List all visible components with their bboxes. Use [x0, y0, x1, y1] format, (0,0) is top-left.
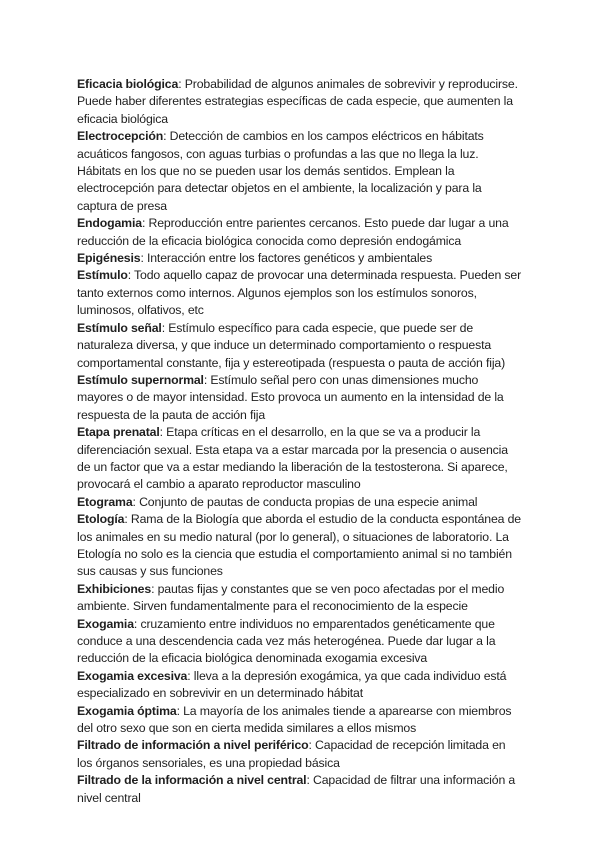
glossary-definition: : Probabilidad de algunos animales de sobrevivir y reproducirse. Puede haber diferentes estrategias específicas de cada especie, que aumenten la eficacia biológica	[77, 77, 518, 126]
glossary-definition: : Detección de cambios en los campos eléctricos en hábitats acuáticos fangosos, con aguas turbias o profundas a las que no llega la luz. Hábitats en los que no se pueden usar los demás sentidos. Emplean la electrocepción para detectar objetos en el ambiente, la localización y para la captura de presa	[77, 129, 484, 213]
glossary-entry	[77, 424, 523, 494]
glossary-definition: : pautas fijas y constantes que se ven poco afectadas por el medio ambiente. Sirven fundamentalmente para el reconocimiento de la especie	[77, 581, 505, 614]
glossary-entry	[77, 616, 523, 668]
glossary-definition: : Capacidad de filtrar una información a nivel central	[77, 773, 516, 805]
glossary-term: Etología	[77, 512, 125, 527]
glossary-entry	[77, 703, 523, 738]
glossary-definition: : Estímulo señal pero con unas dimensiones mucho mayores o de mayor intensidad. Esto provoca un aumento en la intensidad de la respuesta de la pauta de acción fija	[77, 372, 504, 422]
glossary-term: Estímulo señal	[77, 320, 162, 335]
glossary-text	[77, 76, 523, 807]
glossary-term: Filtrado de información a nivel periférico	[77, 738, 309, 753]
glossary-term: Eficacia biológica	[77, 77, 179, 91]
glossary-definition: : cruzamiento entre individuos no emparentados genéticamente que conduce a una descendencia cada vez más heterogénea. Puede dar lugar a la reducción de la eficacia biológica denominada exogamia excesiva	[77, 616, 496, 666]
glossary-entry	[77, 494, 523, 511]
glossary-definition: : Estímulo específico para cada especie, que puede ser de naturaleza diversa, y que induce un determinado comportamiento o respuesta comportamental constante, fija y estereotipada (respuesta o pauta de acción fija)	[77, 320, 506, 370]
glossary-definition: : Reproducción entre parientes cercanos. Esto puede dar lugar a una reducción de la eficacia biológica conocida como depresión endogámica	[77, 216, 509, 248]
glossary-definition: : Interacción entre los factores genéticos y ambientales	[140, 251, 433, 266]
glossary-entry	[77, 372, 523, 424]
glossary-entry	[77, 215, 523, 250]
glossary-term: Epigénesis	[77, 251, 141, 266]
glossary-term: Estímulo supernormal	[77, 372, 204, 387]
glossary-term: Etograma	[77, 494, 133, 509]
glossary-entry	[77, 128, 523, 215]
glossary-entry	[77, 737, 523, 772]
glossary-term: Electrocepción	[77, 129, 164, 144]
glossary-term: Exogamia	[77, 616, 134, 631]
glossary-definition: : Todo aquello capaz de provocar una determinada respuesta. Pueden ser tanto externos como internos. Algunos ejemplos son los estímulos sonoros, luminosos, olfativos, etc	[77, 268, 522, 318]
glossary-term: Exhibiciones	[77, 581, 152, 596]
glossary-definition: : Capacidad de recepción limitada en los órganos sensoriales, es una propiedad básica	[77, 738, 506, 770]
glossary-term: Estímulo	[77, 268, 128, 283]
glossary-entry	[77, 320, 523, 372]
glossary-definition: : Rama de la Biología que aborda el estudio de la conducta espontánea de los animales en su medio natural (por lo general), o situaciones de laboratorio. La Etología no solo es la ciencia que estudia el comportamiento animal si no también sus causas y sus funciones	[77, 512, 521, 579]
glossary-entry	[77, 267, 523, 319]
glossary-term: Etapa prenatal	[77, 425, 160, 440]
glossary-entry	[77, 250, 523, 267]
glossary-entry	[77, 581, 523, 616]
glossary-term: Endogamia	[77, 216, 142, 231]
glossary-entry	[77, 76, 523, 128]
glossary-entry	[77, 511, 523, 581]
glossary-entry	[77, 668, 523, 703]
glossary-term: Exogamia excesiva	[77, 668, 188, 683]
glossary-definition: : lleva a la depresión exogámica, ya que cada individuo está especializado en sobrevivir en un determinado hábitat	[77, 668, 507, 701]
glossary-term: Exogamia óptima	[77, 703, 177, 718]
glossary-definition: : La mayoría de los animales tiende a aparearse con miembros del otro sexo que son en cierta medida similares a ellos mismos	[77, 703, 512, 736]
glossary-entry	[77, 772, 523, 807]
glossary-term: Filtrado de la información a nivel central	[77, 773, 307, 788]
glossary-definition: : Etapa críticas en el desarrollo, en la que se va a producir la diferenciación sexual. Esta etapa va a estar marcada por la presencia o ausencia de un factor que va a estar mediando la liberación de la testosterona. Si aparece, provocará el cambio a aparato reproductor masculino	[77, 425, 508, 492]
glossary-definition: : Conjunto de pautas de conducta propias de una especie animal	[132, 494, 478, 509]
